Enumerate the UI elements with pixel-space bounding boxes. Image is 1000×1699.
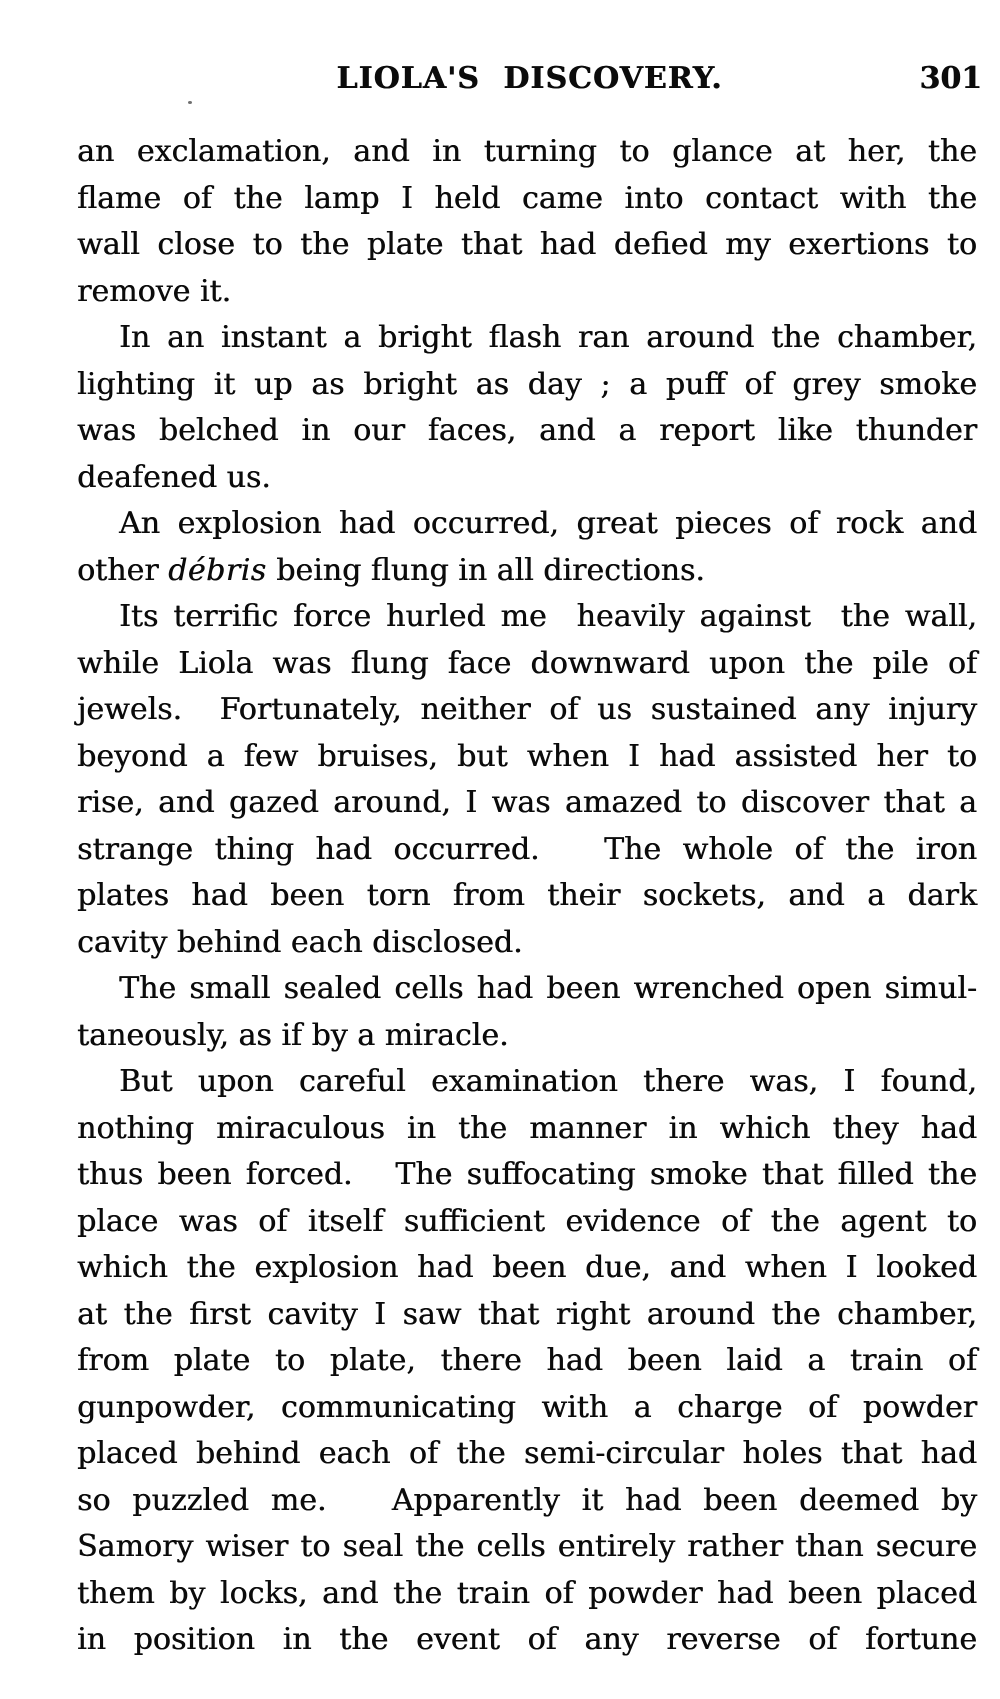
text-line: plates had been torn from their sockets, and a dark <box>77 878 977 913</box>
text-line: The small sealed cells had been wrenched open simul- <box>119 971 977 1006</box>
text-line: gunpowder, communicating with a charge of powder <box>77 1389 977 1425</box>
text-line: so puzzled me. Apparently it had been deemed by <box>77 1482 977 1518</box>
text-line: remove it. <box>77 273 232 309</box>
text-line: Its terrific force hurled me heavily against the wall, <box>119 599 977 634</box>
text-line: flame of the lamp I held came into contact with the <box>77 180 977 216</box>
paragraph <box>77 966 977 1059</box>
running-header <box>77 62 982 98</box>
text-line: an exclamation, and in turning to glance at her, the <box>77 134 977 169</box>
text-line: nothing miraculous in the manner in which they had <box>77 1110 977 1146</box>
scan-artifact-dot <box>188 101 192 104</box>
text-line: in position in the event of any reverse of fortune <box>77 1622 977 1657</box>
text-line: In an instant a bright flash ran around the chamber, <box>119 320 977 355</box>
page-title: LIOLA'S DISCOVERY. <box>336 61 723 96</box>
text-line: taneously, as if by a miracle. <box>77 1017 509 1053</box>
text-line: other débris being flung in all directions. <box>77 552 705 588</box>
text-line: jewels. Fortunately, neither of us sustained any injury <box>77 692 977 727</box>
text-line: beyond a few bruises, but when I had assisted her to <box>77 738 977 774</box>
text-line: lighting it up as bright as day ; a puff of grey smoke <box>77 366 977 402</box>
text-line: from plate to plate, there had been laid a train of <box>77 1343 977 1378</box>
text-line: rise, and gazed around, I was amazed to discover that a <box>77 785 977 820</box>
page-body <box>77 129 977 1664</box>
text-line: strange thing had occurred. The whole of the iron <box>77 831 977 867</box>
text-line: Samory wiser to seal the cells entirely rather than secure <box>77 1529 977 1564</box>
text-line: But upon careful examination there was, I found, <box>119 1064 977 1099</box>
text-line: them by locks, and the train of powder had been placed <box>77 1575 977 1611</box>
paragraph <box>77 315 977 501</box>
text-line: place was of itself sufficient evidence of the agent to <box>77 1203 977 1239</box>
page-number: 301 <box>919 61 982 96</box>
paragraph <box>77 594 977 966</box>
italic-word: débris <box>168 552 267 588</box>
text-line: while Liola was flung face downward upon the pile of <box>77 645 977 681</box>
text-line: placed behind each of the semi-circular holes that had <box>77 1436 977 1471</box>
text-line: was belched in our faces, and a report like thunder <box>77 413 977 448</box>
text-line: deafened us. <box>77 459 271 495</box>
text-line: An explosion had occurred, great pieces of rock and <box>119 506 977 541</box>
text-line: at the first cavity I saw that right around the chamber, <box>77 1296 977 1332</box>
paragraph <box>77 129 977 315</box>
text-line: which the explosion had been due, and when I looked <box>77 1250 977 1285</box>
paragraph <box>77 501 977 594</box>
text-line: cavity behind each disclosed. <box>77 924 523 960</box>
text-line: wall close to the plate that had defied my exertions to <box>77 227 977 262</box>
text-line: thus been forced. The suffocating smoke that filled the <box>77 1157 977 1192</box>
paragraph <box>77 1059 977 1664</box>
